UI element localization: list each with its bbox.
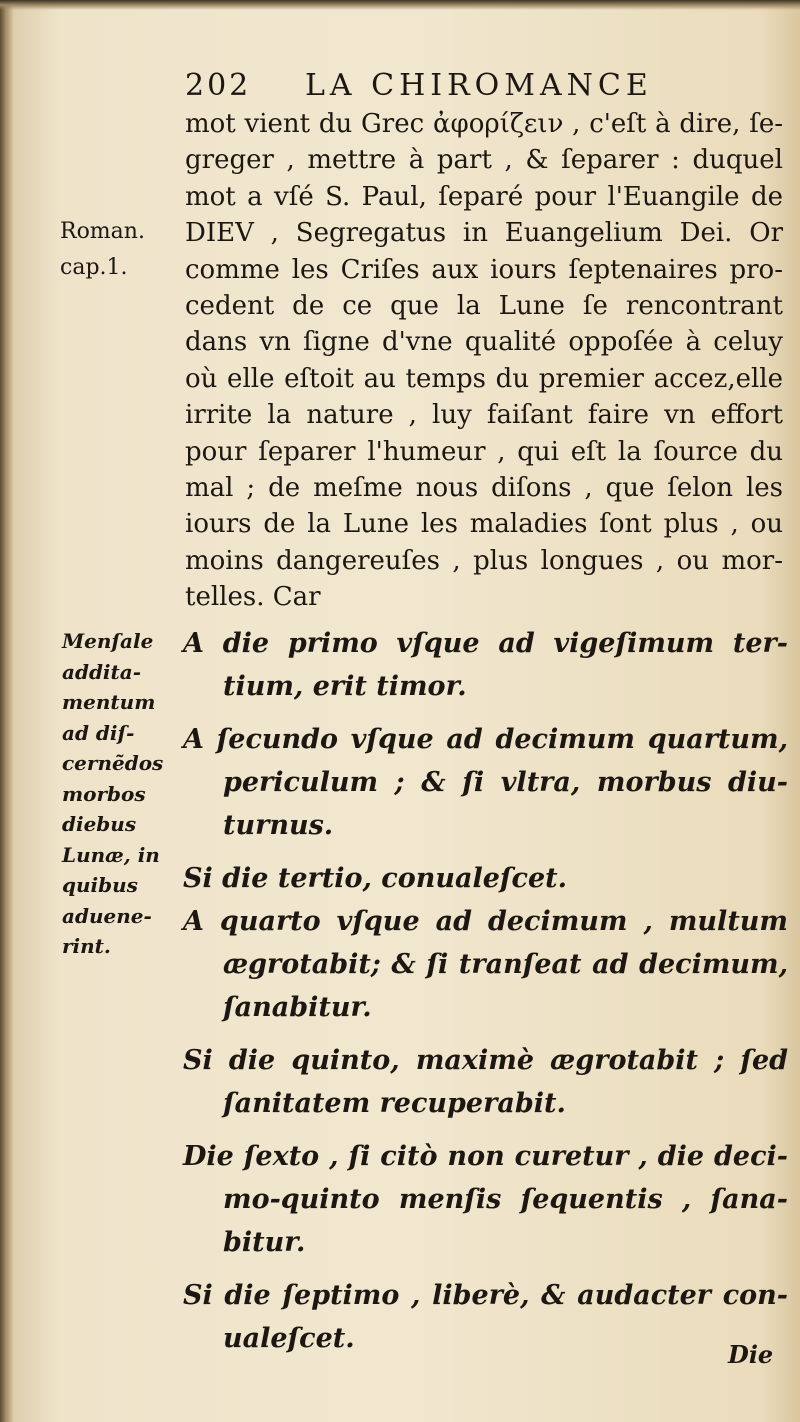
body-line: moins dangereuſes , plus longues , ou mor- [185,545,783,576]
margin-note-line: mentum [62,690,156,714]
body-line: comme les Criſes aux iours ſeptenaires pro- [185,254,783,285]
latin-line: ægrotabit; & ſi tranſeat ad decimum, [223,949,788,980]
latin-line: Si die quinto, maximè ægrotabit ; ſed [183,1045,788,1076]
margin-note-line: aduene- [62,903,152,928]
page-top-edge [0,0,800,10]
body-line: mot vient du Grec ἀφορίζειν , c'eſt à dire, ſe- [185,109,783,139]
page-header [185,68,745,108]
body-line: iours de la Lune les maladies ſont plus , ou [185,509,783,540]
body-line: mot a vſé S. Paul, ſeparé pour l'Euangile de [185,181,783,212]
body-line: DIEV , Segregatus in Euangelium Dei. Or [185,218,783,249]
body-line: mal ; de meſme nous diſons , que ſelon les [185,473,783,504]
margin-reference [60,214,178,286]
latin-line: mo-quinto menſis ſequentis , ſana- [223,1184,788,1215]
body-line: où elle eſtoit au temps du premier accez,elle [185,363,783,394]
margin-note [62,626,180,962]
margin-note-line: quibus [62,873,138,897]
margin-reference-line: Roman. [60,219,145,244]
body-line: pour ſeparer l'humeur , qui eſt la ſource du [185,436,783,467]
latin-line: ſanitatem recuperabit. [223,1088,566,1119]
latin-line: periculum ; & ſi vltra, morbus diu- [223,767,788,798]
latin-line: ſanabitur. [223,992,372,1023]
latin-line: bitur. [223,1227,306,1258]
catchword: Die [728,1340,774,1369]
margin-note-line: additа- [62,659,142,684]
latin-aphorisms [183,622,788,1360]
body-line: irrite la nature , luy faiſant faire vn effort [185,400,783,431]
latin-line: Si die tertio, conualeſcet. [183,863,568,894]
margin-note-line: rint. [62,934,111,958]
latin-line: A die primo vſque ad vigeſimum ter- [183,628,788,659]
margin-note-line: cernẽdos [62,751,164,775]
latin-line: tium, erit timor. [223,671,467,702]
body-line: greger , mettre à part , & ſeparer : duquel [185,145,783,176]
latin-line: A quarto vſque ad decimum , multum [183,906,788,937]
latin-line: A ſecundo vſque ad decimum quartum, [183,724,788,755]
running-head: LA CHIROMANCE [305,68,653,103]
margin-note-line: ad diſ- [62,720,135,745]
page-gutter-shadow [0,0,14,1422]
body-paragraph [185,106,783,616]
body-line: dans vn ſigne d'vne qualité oppoſée à celuy [185,327,783,358]
body-line: cedent de ce que la Lune ſe rencontrant [185,291,783,322]
page-number: 202 [185,68,252,103]
margin-note-line: diebus [62,812,137,836]
latin-line: ualeſcet. [223,1323,355,1354]
latin-line: Die ſexto , ſi citò non curetur , die deci- [183,1141,788,1172]
margin-reference-line: cap.1. [60,255,128,280]
body-line: telles. Car [185,582,321,613]
margin-note-line: Menſale [62,629,154,653]
margin-note-line: Lunæ, in [62,842,160,867]
margin-note-line: morbos [62,781,146,806]
latin-line: Si die ſeptimo , liberè, & audacter con- [183,1280,788,1311]
latin-line: turnus. [223,810,334,841]
